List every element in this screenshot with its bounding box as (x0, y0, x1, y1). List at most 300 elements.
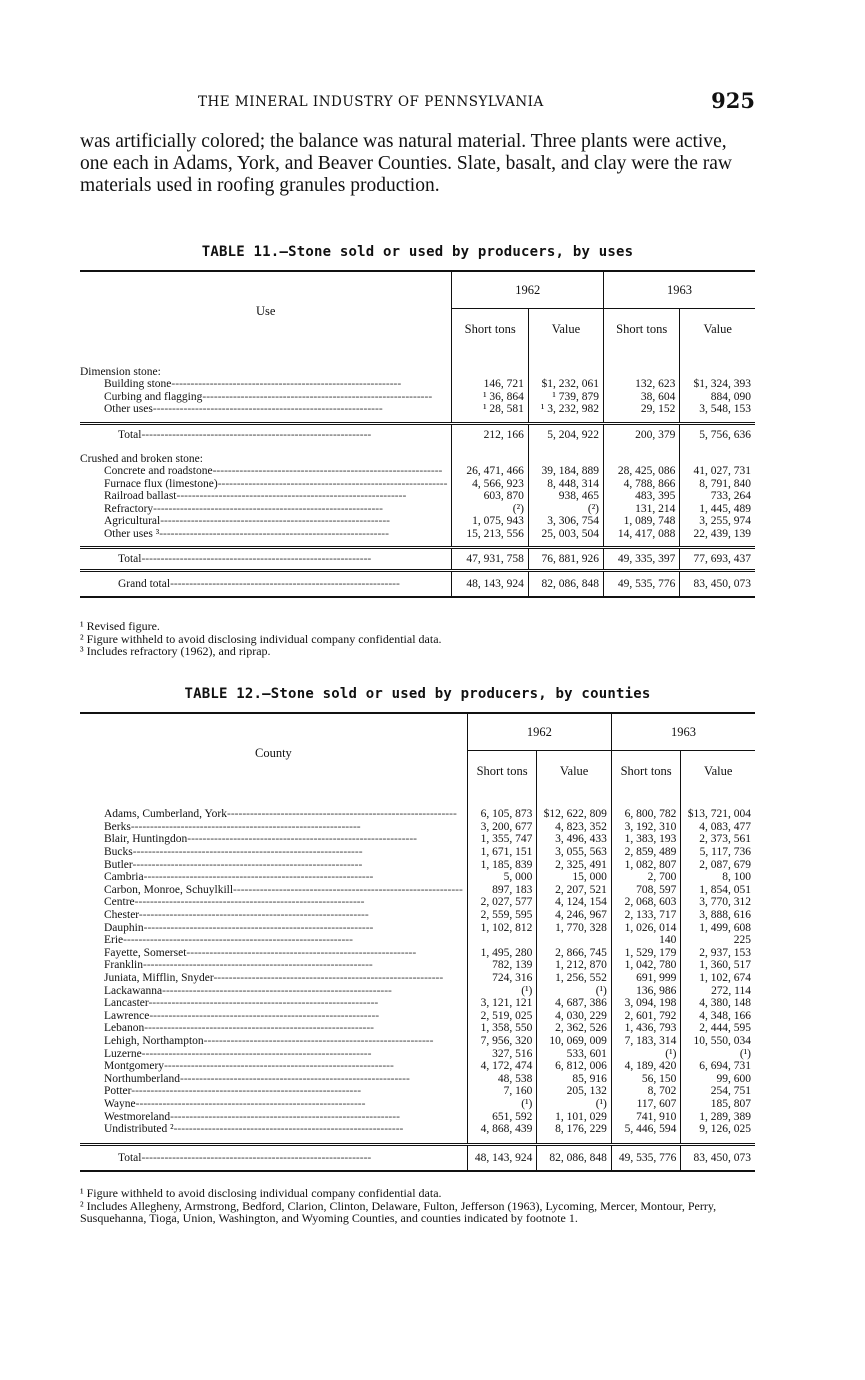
t11-dim-label-text: Curbing and flagging (104, 390, 203, 403)
t12-county-st63-cell: 3, 094, 198 (611, 997, 681, 1010)
t12-county-label-text: Berks (104, 820, 131, 833)
dot-leader: ------------------------------------------------------------ (152, 403, 383, 416)
t12-county-v62-cell: 1, 212, 870 (537, 959, 612, 972)
dot-leader: ------------------------------------------------------------ (212, 465, 443, 478)
t12-total-st62-cell: 48, 143, 924 (467, 1145, 537, 1172)
t12-county-st62-cell: 897, 183 (467, 884, 537, 897)
t12-county-v62-cell: 15, 000 (537, 871, 612, 884)
t12-county-v63-cell: (¹) (681, 1047, 755, 1060)
t11-dim-st63-cell: 38, 604 (603, 391, 679, 404)
t12-county-label-text: Bucks (104, 846, 133, 859)
t12-county-label-text: Westmoreland (104, 1110, 171, 1123)
t11-dim-st63-cell: 132, 623 (603, 378, 679, 391)
table12-header-county: County (80, 713, 467, 792)
spacer-row (80, 350, 755, 364)
spacer-cell (80, 540, 452, 548)
table12-subheader-value-1962: Value (537, 751, 612, 792)
t12-county-st62-cell: 4, 868, 439 (467, 1123, 537, 1136)
table11-header-1962: 1962 (452, 271, 604, 309)
t12-county-v62-cell: (¹) (537, 984, 612, 997)
dot-leader: ------------------------------------------------------------ (130, 820, 361, 833)
t11-crushed-st63-cell: 483, 395 (603, 490, 679, 503)
t12-county-st62-cell: 3, 121, 121 (467, 997, 537, 1010)
dot-leader: ------------------------------------------------------------ (160, 515, 390, 528)
t12-county-row-label (80, 1022, 467, 1035)
t12-total-st63-cell: 49, 535, 776 (611, 1145, 681, 1172)
t11-crushed-v62-cell: 8, 448, 314 (528, 477, 603, 490)
spacer-cell (467, 792, 537, 808)
dot-leader: ------------------------------------------------------------ (131, 1085, 362, 1098)
t11-dim-label-text: Other uses (104, 403, 153, 416)
t12-county-row (80, 896, 755, 909)
t12-county-v63-cell: 4, 083, 477 (681, 821, 755, 834)
t12-county-label-text: Adams, Cumberland, York (104, 808, 227, 821)
table12-subheader-short-tons-1963: Short tons (611, 751, 681, 792)
t11-dim-st62-cell: ¹ 36, 864 (452, 391, 528, 404)
t11-crushed-row (80, 465, 755, 478)
t12-county-label-text: Carbon, Monroe, Schuylkill (104, 883, 234, 896)
t12-county-v63-cell: 99, 600 (681, 1072, 755, 1085)
t12-county-v63-cell: 2, 373, 561 (681, 833, 755, 846)
t12-county-row (80, 1123, 755, 1136)
t12-county-v62-cell: 3, 055, 563 (537, 846, 612, 859)
t12-county-st62-cell: 2, 027, 577 (467, 896, 537, 909)
t11-crushed-label-text: Concrete and roadstone (104, 465, 213, 478)
t11-crushed-row-label (80, 465, 452, 478)
t12-county-row (80, 808, 755, 821)
t12-total-row (80, 1145, 755, 1172)
footnote: ² Includes Allegheny, Armstrong, Bedford, Clarion, Clinton, Delaware, Fulton, Jefferson (1963), Lycoming, Mercer, Montour, Perry, Susquehanna, Tioga, Union, Washington, and Wyoming Counties, and counties indicated by footnote 1. (80, 1198, 717, 1225)
footnote: ¹ Figure withheld to avoid disclosing individual company confidential data. (80, 1186, 442, 1200)
t12-county-row (80, 1072, 755, 1085)
t11-crushed-v63-cell: 1, 445, 489 (680, 503, 755, 516)
t12-county-st62-cell: 724, 316 (467, 972, 537, 985)
t11-crushed-v63-cell: 733, 264 (680, 490, 755, 503)
table11-subheader-value-1962: Value (528, 309, 603, 350)
t12-county-st63-cell: 6, 800, 782 (611, 808, 681, 821)
t11-dim-v63-cell: 884, 090 (680, 391, 755, 404)
spacer-cell (528, 416, 603, 424)
t12-county-row (80, 909, 755, 922)
t12-county-v62-cell: 4, 030, 229 (537, 1010, 612, 1023)
t11-dim-section-label: Dimension stone: (80, 366, 161, 378)
t12-county-st62-cell: 327, 516 (467, 1047, 537, 1060)
t12-county-row-label (80, 846, 467, 859)
t12-county-v62-cell (537, 934, 612, 947)
table11 (80, 270, 755, 598)
t12-county-row-label (80, 896, 467, 909)
spacer-cell (452, 540, 528, 548)
t11-total2-st62-cell: 47, 931, 758 (452, 548, 528, 571)
t12-county-v63-cell: 254, 751 (681, 1085, 755, 1098)
t12-county-row-label (80, 808, 467, 821)
dot-leader: ------------------------------------------------------------ (141, 1047, 372, 1060)
t12-county-st62-cell: 782, 139 (467, 959, 537, 972)
t12-county-v62-cell: (¹) (537, 1098, 612, 1111)
t12-county-st62-cell: 2, 519, 025 (467, 1010, 537, 1023)
dot-leader: ------------------------------------------------------------ (186, 946, 417, 959)
t11-total2-row-label (80, 548, 452, 571)
t12-county-label-text: Centre (104, 896, 135, 909)
t12-county-v63-cell: 2, 087, 679 (681, 858, 755, 871)
page-number: 925 (711, 88, 755, 113)
t12-county-v62-cell: 205, 132 (537, 1085, 612, 1098)
t12-county-v63-cell: 1, 289, 389 (681, 1110, 755, 1123)
t11-crushed-v62-cell: 938, 465 (528, 490, 603, 503)
spacer-cell (467, 1135, 537, 1145)
dot-leader: ------------------------------------------------------------ (141, 428, 372, 441)
t12-county-row (80, 959, 755, 972)
t12-county-v63-cell: 4, 380, 148 (681, 997, 755, 1010)
t11-total1-v62-cell: 5, 204, 922 (528, 423, 603, 445)
t12-county-v62-cell: 2, 207, 521 (537, 884, 612, 897)
t11-total1-row (80, 423, 755, 445)
t12-county-row-label (80, 1123, 467, 1136)
t11-dim-row-label (80, 403, 452, 416)
dot-leader: ------------------------------------------------------------ (132, 846, 363, 859)
t12-county-label-text: Lawrence (104, 1009, 150, 1022)
dot-leader: ------------------------------------------------------------ (143, 871, 374, 884)
t12-county-row-label (80, 858, 467, 871)
dot-leader: ------------------------------------------------------------ (143, 921, 374, 934)
t12-county-row (80, 947, 755, 960)
t11-total1-row-label (80, 423, 452, 445)
t12-county-v62-cell: 1, 256, 552 (537, 972, 612, 985)
t12-county-label-text: Franklin (104, 959, 143, 972)
t11-crushed-st62-cell: (²) (452, 503, 528, 516)
t12-county-v63-cell: 1, 102, 674 (681, 972, 755, 985)
spacer-cell (452, 416, 528, 424)
t12-county-v62-cell: $12, 622, 809 (537, 808, 612, 821)
t12-county-v63-cell: 4, 348, 166 (681, 1010, 755, 1023)
t11-grand-row (80, 571, 755, 598)
t12-county-row-label (80, 1010, 467, 1023)
t12-county-st63-cell: 140 (611, 934, 681, 947)
spacer-row (80, 540, 755, 548)
t12-county-row-label (80, 871, 467, 884)
table12-subheader-value-1963: Value (681, 751, 755, 792)
t11-grand-v62-cell: 82, 086, 848 (528, 571, 603, 598)
t12-county-row (80, 921, 755, 934)
dot-leader: ------------------------------------------------------------ (170, 1110, 400, 1123)
empty-cell (452, 364, 528, 378)
t11-crushed-v63-cell: 41, 027, 731 (680, 465, 755, 478)
dot-leader: ------------------------------------------------------------ (149, 1009, 380, 1022)
t11-crushed-v62-cell: 3, 306, 754 (528, 515, 603, 528)
t11-crushed-v62-cell: (²) (528, 503, 603, 516)
t11-crushed-label-text: Other uses ³ (104, 528, 160, 541)
dot-leader: ------------------------------------------------------------ (141, 1152, 372, 1165)
t12-county-label-text: Potter (104, 1085, 132, 1098)
t12-county-st62-cell: 7, 160 (467, 1085, 537, 1098)
t12-county-st62-cell (467, 934, 537, 947)
spacer-cell (680, 350, 755, 364)
t12-county-label-text: Luzerne (104, 1047, 142, 1060)
dot-leader: ------------------------------------------------------------ (202, 390, 433, 403)
t12-county-st62-cell: 3, 200, 677 (467, 821, 537, 834)
t12-county-row-label (80, 997, 467, 1010)
empty-cell (603, 364, 679, 378)
t11-crushed-label-text: Railroad ballast (104, 490, 177, 503)
t11-grand-st62-cell: 48, 143, 924 (452, 571, 528, 598)
dot-leader: ------------------------------------------------------------ (217, 477, 448, 490)
spacer-cell (603, 540, 679, 548)
t12-county-row (80, 997, 755, 1010)
t11-crushed-st63-cell: 28, 425, 086 (603, 465, 679, 478)
t11-grand-v63-cell: 83, 450, 073 (680, 571, 755, 598)
dot-leader: ------------------------------------------------------------ (233, 883, 463, 896)
t12-county-row (80, 1010, 755, 1023)
spacer-cell (603, 416, 679, 424)
t12-county-st62-cell: (¹) (467, 1098, 537, 1111)
t12-county-row (80, 871, 755, 884)
t11-dim-row (80, 378, 755, 391)
table11-subheader-short-tons-1962: Short tons (452, 309, 528, 350)
t12-county-v63-cell: 2, 937, 153 (681, 947, 755, 960)
t12-county-v63-cell: 10, 550, 034 (681, 1035, 755, 1048)
empty-cell (680, 451, 755, 465)
t11-dim-row (80, 391, 755, 404)
dot-leader: ------------------------------------------------------------ (227, 808, 457, 821)
t12-county-st62-cell: 651, 592 (467, 1110, 537, 1123)
t12-county-label-text: Montgomery (104, 1060, 165, 1073)
dot-leader: ------------------------------------------------------------ (180, 1072, 410, 1085)
table12-subheader-short-tons-1962: Short tons (467, 751, 537, 792)
t11-crushed-v62-cell: 25, 003, 504 (528, 528, 603, 541)
t12-county-st62-cell: 1, 102, 812 (467, 921, 537, 934)
t11-grand-label-text: Grand total (118, 578, 171, 591)
dot-leader: ------------------------------------------------------------ (153, 502, 383, 515)
t12-county-label-text: Lackawanna (104, 984, 163, 997)
dot-leader: ------------------------------------------------------------ (164, 1060, 394, 1073)
spacer-cell (680, 540, 755, 548)
spacer-cell (603, 350, 679, 364)
t11-crushed-section-row (80, 451, 755, 465)
t11-crushed-row-label (80, 515, 452, 528)
t12-county-v63-cell: 6, 694, 731 (681, 1060, 755, 1073)
t12-county-label-text: Lehigh, Northampton (104, 1034, 204, 1047)
t11-total2-v63-cell: 77, 693, 437 (680, 548, 755, 571)
t11-total2-st63-cell: 49, 335, 397 (603, 548, 679, 571)
t12-county-st63-cell: 1, 082, 807 (611, 858, 681, 871)
t11-total2-label-text: Total (118, 553, 142, 566)
t11-crushed-st62-cell: 603, 870 (452, 490, 528, 503)
t12-county-row (80, 1098, 755, 1111)
t12-county-v63-cell: 1, 499, 608 (681, 921, 755, 934)
t11-grand-st63-cell: 49, 535, 776 (603, 571, 679, 598)
spacer-row (80, 416, 755, 424)
t11-crushed-v62-cell: 39, 184, 889 (528, 465, 603, 478)
table12-header-1963: 1963 (611, 713, 755, 751)
dot-leader: ------------------------------------------------------------ (142, 959, 373, 972)
t12-county-row (80, 846, 755, 859)
t12-county-v62-cell: 3, 496, 433 (537, 833, 612, 846)
t12-county-st63-cell: 1, 529, 179 (611, 947, 681, 960)
dot-leader: ------------------------------------------------------------ (135, 1097, 366, 1110)
t11-crushed-st62-cell: 1, 075, 943 (452, 515, 528, 528)
t12-county-v63-cell: 225 (681, 934, 755, 947)
t12-county-label-text: Lebanon (104, 1022, 145, 1035)
t12-county-row (80, 821, 755, 834)
spacer-cell (680, 416, 755, 424)
t12-county-row (80, 934, 755, 947)
table11-subheader-short-tons-1963: Short tons (603, 309, 679, 350)
t12-county-label-text: Fayette, Somerset (104, 946, 187, 959)
t12-county-v62-cell: 85, 916 (537, 1072, 612, 1085)
t12-county-st63-cell: 1, 383, 193 (611, 833, 681, 846)
t11-crushed-st62-cell: 15, 213, 556 (452, 528, 528, 541)
t11-dim-row-label (80, 378, 452, 391)
dot-leader: ------------------------------------------------------------ (132, 858, 363, 871)
t12-county-label-text: Erie (104, 934, 124, 947)
t12-county-st62-cell: (¹) (467, 984, 537, 997)
t11-crushed-row (80, 515, 755, 528)
t12-county-st63-cell: 56, 150 (611, 1072, 681, 1085)
table11-caption: TABLE 11.—Stone sold or used by producers, by uses (201, 244, 634, 260)
t11-total2-v62-cell: 76, 881, 926 (528, 548, 603, 571)
t12-county-row (80, 1060, 755, 1073)
dot-leader: ------------------------------------------------------------ (203, 1034, 434, 1047)
t12-county-label-text: Lancaster (104, 997, 149, 1010)
t12-county-st63-cell: 2, 859, 489 (611, 846, 681, 859)
t11-dim-section-row (80, 364, 755, 378)
t12-county-row-label (80, 972, 467, 985)
t12-county-row (80, 972, 755, 985)
dot-leader: ------------------------------------------------------------ (173, 1123, 404, 1136)
t12-county-st62-cell: 4, 172, 474 (467, 1060, 537, 1073)
t12-county-row (80, 1047, 755, 1060)
t11-total2-row (80, 548, 755, 571)
t12-county-st63-cell: 1, 026, 014 (611, 921, 681, 934)
t12-county-st63-cell: 136, 986 (611, 984, 681, 997)
spacer-cell (528, 350, 603, 364)
t12-county-row-label (80, 959, 467, 972)
t11-dim-v63-cell: $1, 324, 393 (680, 378, 755, 391)
t12-county-row (80, 1110, 755, 1123)
dot-leader: ------------------------------------------------------------ (162, 984, 392, 997)
dot-leader: ------------------------------------------------------------ (187, 833, 418, 846)
t12-county-row (80, 984, 755, 997)
t11-crushed-row (80, 477, 755, 490)
t11-dim-st62-cell: ¹ 28, 581 (452, 403, 528, 416)
t12-county-st62-cell: 1, 358, 550 (467, 1022, 537, 1035)
table12-footnotes (80, 1187, 760, 1225)
t12-county-st62-cell: 6, 105, 873 (467, 808, 537, 821)
t12-county-row-label (80, 947, 467, 960)
t12-county-label-text: Cambria (104, 871, 144, 884)
spacer-cell (80, 1135, 467, 1145)
t11-crushed-label-text: Furnace flux (limestone) (104, 477, 218, 490)
t12-county-row-label (80, 833, 467, 846)
t11-dim-v63-cell: 3, 548, 153 (680, 403, 755, 416)
t11-crushed-label-text: Refractory (104, 502, 154, 515)
t11-total1-v63-cell: 5, 756, 636 (680, 423, 755, 445)
t11-dim-v62-cell: $1, 232, 061 (528, 378, 603, 391)
spacer-cell (681, 792, 755, 808)
empty-cell (680, 364, 755, 378)
t12-total-v62-cell: 82, 086, 848 (537, 1145, 612, 1172)
dot-leader: ------------------------------------------------------------ (123, 934, 353, 947)
t12-county-st63-cell: 741, 910 (611, 1110, 681, 1123)
table12 (80, 712, 755, 1172)
t12-county-label-text: Chester (104, 909, 139, 922)
t11-dim-v62-cell: ¹ 739, 879 (528, 391, 603, 404)
t12-county-row (80, 884, 755, 897)
t11-crushed-v63-cell: 3, 255, 974 (680, 515, 755, 528)
t12-county-st63-cell: 5, 446, 594 (611, 1123, 681, 1136)
t12-county-v62-cell: 533, 601 (537, 1047, 612, 1060)
t11-crushed-st62-cell: 26, 471, 466 (452, 465, 528, 478)
t11-crushed-st62-cell: 4, 566, 923 (452, 477, 528, 490)
t12-county-st63-cell: 708, 597 (611, 884, 681, 897)
t12-county-st63-cell: 2, 700 (611, 871, 681, 884)
t12-county-v63-cell: 9, 126, 025 (681, 1123, 755, 1136)
t12-county-v63-cell: $13, 721, 004 (681, 808, 755, 821)
intro-paragraph: was artificially colored; the balance was natural material. Three plants were active, one each in Adams, York, and Beaver Counties. Slate, basalt, and clay were the raw materials used in roofing granules production. (80, 131, 732, 196)
t12-county-st62-cell: 1, 671, 151 (467, 846, 537, 859)
dot-leader: ------------------------------------------------------------ (138, 909, 369, 922)
t12-county-row (80, 1085, 755, 1098)
t12-county-st62-cell: 1, 185, 839 (467, 858, 537, 871)
t11-crushed-st63-cell: 131, 214 (603, 503, 679, 516)
t11-crushed-row-label (80, 477, 452, 490)
t12-county-row-label (80, 909, 467, 922)
t12-county-label-text: Butler (104, 858, 133, 871)
t12-county-st62-cell: 1, 355, 747 (467, 833, 537, 846)
t12-total-row-label (80, 1145, 467, 1172)
t12-county-v62-cell: 10, 069, 009 (537, 1035, 612, 1048)
running-title: THE MINERAL INDUSTRY OF PENNSYLVANIA (198, 94, 544, 110)
t12-county-v62-cell: 2, 866, 745 (537, 947, 612, 960)
spacer-cell (681, 1135, 755, 1145)
spacer-cell (528, 540, 603, 548)
t12-county-label-text: Blair, Huntingdon (104, 833, 188, 846)
table11-subheader-value-1963: Value (680, 309, 755, 350)
t12-county-row (80, 1022, 755, 1035)
t11-dim-row-label (80, 391, 452, 404)
spacer-cell (537, 792, 612, 808)
empty-cell (452, 451, 528, 465)
t12-county-v63-cell: 3, 770, 312 (681, 896, 755, 909)
spacer-cell (611, 792, 681, 808)
table11-header-use: Use (80, 271, 452, 350)
t12-county-row (80, 1035, 755, 1048)
t11-dim-st62-cell: 146, 721 (452, 378, 528, 391)
footnote: ¹ Revised figure. (80, 619, 160, 633)
t12-county-v63-cell: 1, 360, 517 (681, 959, 755, 972)
t12-county-v63-cell: 8, 100 (681, 871, 755, 884)
t12-county-st62-cell: 7, 956, 320 (467, 1035, 537, 1048)
t12-county-v62-cell: 4, 687, 386 (537, 997, 612, 1010)
t12-county-v62-cell: 4, 246, 967 (537, 909, 612, 922)
t12-county-row (80, 858, 755, 871)
spacer-cell (80, 792, 467, 808)
t11-crushed-row-label (80, 528, 452, 541)
t12-county-st63-cell: 8, 702 (611, 1085, 681, 1098)
t12-county-v62-cell: 8, 176, 229 (537, 1123, 612, 1136)
table11-footnotes (80, 620, 760, 658)
dot-leader: ------------------------------------------------------------ (141, 553, 372, 566)
dot-leader: ------------------------------------------------------------ (171, 378, 402, 391)
dot-leader: ------------------------------------------------------------ (213, 972, 444, 985)
table12-header-1962: 1962 (467, 713, 611, 751)
dot-leader: ------------------------------------------------------------ (134, 896, 365, 909)
footnote: ² Figure withheld to avoid disclosing individual company confidential data. (80, 631, 442, 646)
t12-county-v63-cell: 5, 117, 736 (681, 846, 755, 859)
dot-leader: ------------------------------------------------------------ (176, 490, 407, 503)
t12-county-row-label (80, 921, 467, 934)
t12-county-st63-cell: 2, 133, 717 (611, 909, 681, 922)
